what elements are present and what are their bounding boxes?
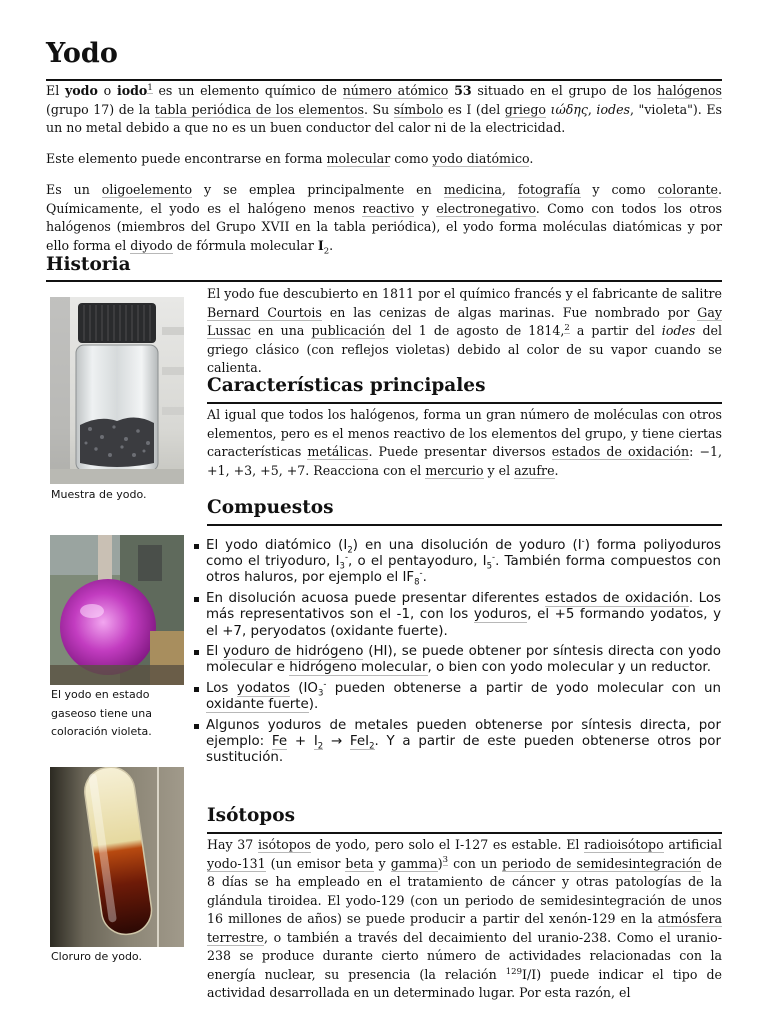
- intro-paragraph-1: El yodo o iodo$^1$ es un elemento químico de número atómico 53 situado en el grupo de los halógenos (grupo 17) de la tabla periódica de los elementos. Su símbolo es I (del griego ιώδης, iodes, "violeta"). Es un no metal debido a que no es un buen conductor del calor ni de la electricidad.: [46, 82, 722, 135]
- isotopos-rule: [207, 832, 722, 834]
- heading-isotopos: Isótopos: [207, 805, 295, 826]
- link-oligoelemento[interactable]: oligoelemento: [101, 182, 193, 197]
- caracteristicas-paragraph: Al igual que todos los halógenos, forma un gran número de moléculas con otros elementos, pero es el menos reactivo de los elementos del grupo, y tiene ciertas características metálicas. Puede presentar diversos estados de oxidación: −1, +1, +3, +5, +7. Reacciona con el mercurio y el azufre.: [207, 407, 722, 478]
- list-item: En disolución acuosa puede presentar diferentes estados de oxidación. Los más representativos son el -1, con los yoduros, el +5 formando yodatos, y el +7, peryodatos (oxidante fuerte).: [206, 591, 721, 639]
- italic-term: iodes: [596, 101, 631, 117]
- reference-link[interactable]: 1: [147, 82, 153, 93]
- link-estados-de-oxidacion[interactable]: estados de oxidación: [544, 591, 689, 607]
- link-griego[interactable]: griego: [504, 101, 546, 117]
- link-fe[interactable]: Fe: [271, 734, 288, 750]
- link-periodo-semidesintegracion[interactable]: periodo de semidesintegración: [502, 855, 702, 871]
- link-medicina[interactable]: medicina: [443, 182, 502, 197]
- link-halogenos[interactable]: halógenos: [657, 83, 722, 98]
- flask-illustration: [50, 535, 184, 685]
- historia-rule: [46, 280, 722, 282]
- link-fotografia[interactable]: fotografía: [517, 182, 581, 197]
- link-molecular[interactable]: molecular: [326, 151, 391, 166]
- link-radioisotopo[interactable]: radioisótopo: [584, 837, 664, 852]
- link-yodo-diatomico[interactable]: yodo diatómico: [432, 151, 530, 166]
- intro-paragraph-2: Este elemento puede encontrarse en forma molecular como yodo diatómico.: [46, 151, 534, 166]
- heading-historia: Historia: [46, 254, 131, 275]
- link-yodo-131[interactable]: yodo-131: [207, 855, 266, 871]
- compuestos-rule: [207, 524, 722, 526]
- bold-term: yodo: [64, 83, 98, 98]
- title-rule: [46, 79, 722, 81]
- page-title: Yodo: [46, 38, 118, 69]
- list-item: Los yodatos ($IO_3^-$ pueden obtenerse a partir de yodo molecular con un oxidante fuerte).: [206, 679, 721, 713]
- bold-term: iodo: [116, 83, 148, 98]
- list-item: El yodo diatómico $(I_2)$ en una disolución de yoduro (I-) forma poliyoduros como el triyoduro, $I_3^-$, o el pentayoduro, $I_5^-$. También forma compuestos con otros haluros, por ejemplo el $IF_8^-$.: [206, 536, 721, 589]
- link-beta[interactable]: beta: [345, 855, 374, 871]
- reference-link[interactable]: 3: [442, 855, 449, 866]
- link-electronegativo[interactable]: electronegativo: [436, 200, 536, 216]
- caption-figure-2: El yodo en estado gaseoso tiene una coloración violeta.: [51, 688, 152, 738]
- link-azufre[interactable]: azufre: [514, 462, 555, 478]
- historia-paragraph: El yodo fue descubierto en 1811 por el químico francés y el fabricante de salitre Bernard Courtois en las cenizas de algas marinas. Fue nombrado por Gay Lussac en una publicación del 1 de agosto de 1814,$^2$ a partir del iodes del griego clásico (con reflejos violetas) debido al color de su vapor cuando se calienta.: [207, 286, 722, 375]
- link-yoduros[interactable]: yoduros: [473, 607, 528, 623]
- link-publicacion[interactable]: publicación: [311, 323, 386, 338]
- iodine-sample-image[interactable]: [50, 297, 184, 484]
- link-yodatos[interactable]: yodatos: [236, 681, 290, 697]
- caracteristicas-rule: [207, 402, 722, 404]
- heading-compuestos: Compuestos: [207, 497, 334, 518]
- iodine-vapour-image[interactable]: [50, 535, 184, 685]
- link-bernard-courtois[interactable]: Bernard Courtois: [207, 304, 322, 320]
- link-atmosfera-terrestre[interactable]: atmósfera terrestre: [207, 911, 722, 945]
- link-yoduro-de-hidrogeno[interactable]: yoduro de hidrógeno: [223, 644, 364, 660]
- link-oxidante-fuerte[interactable]: oxidante fuerte: [206, 697, 309, 713]
- formula: I: [317, 237, 324, 253]
- atomic-number: 53: [454, 83, 472, 98]
- tube-illustration: [50, 767, 184, 947]
- iodine-chloride-image[interactable]: [50, 767, 184, 947]
- greek-word: ιώδης: [550, 101, 588, 117]
- link-hidrogeno-molecular[interactable]: hidrógeno molecular: [289, 660, 428, 676]
- compuestos-list: [206, 538, 721, 771]
- heading-caracteristicas: Características principales: [207, 375, 486, 396]
- link-isotopos[interactable]: isótopos: [257, 837, 311, 852]
- link-gamma[interactable]: gamma: [390, 855, 438, 871]
- link-tabla-periodica[interactable]: tabla periódica de los elementos: [154, 101, 364, 117]
- caption-figure-1: Muestra de yodo.: [51, 488, 147, 501]
- link-estados-de-oxidacion[interactable]: estados de oxidación: [551, 444, 690, 459]
- link-colorante[interactable]: colorante: [657, 182, 718, 197]
- link-numero-atomico[interactable]: número atómico: [342, 83, 449, 98]
- intro-paragraph-3: Es un oligoelemento y se emplea principalmente en medicina, fotografía y como colorante. Químicamente, el yodo es el halógeno menos reactivo y electronegativo. Como con todos los otros halógenos (miembros del Grupo XVII en la tabla periódica), el yodo forma moléculas diatómicas y por ello forma el diyodo de fórmula molecular $I_2$.: [46, 182, 723, 257]
- link-mercurio[interactable]: mercurio: [425, 462, 484, 478]
- list-item: Algunos yoduros de metales pueden obtenerse por síntesis directa, por ejemplo: $Fe + I_2 \to FeI_2$. Y a partir de este pueden obtenerse otros por sustitución.: [206, 718, 721, 766]
- link-reactivo[interactable]: reactivo: [362, 200, 415, 216]
- link-fei2[interactable]: FeI$_2$: [349, 734, 375, 752]
- isotopos-paragraph: Hay 37 isótopos de yodo, pero solo el I-127 es estable. El radioisótopo artificial yodo-131 (un emisor beta y gamma)$^3$ con un periodo de semidesintegración de 8 días se ha empleado en el tratamiento de cáncer y otras patologías de la glándula tiroidea. El yodo-129 (con un periodo de semidesintegración de unos 16 millones de años) se puede producir a partir del xenón-129 en la atmósfera terrestre, o también a través del decaimiento del uranio-238. Como el uranio-238 se produce durante cierto número de actividades relacionadas con la energía nuclear, su presencia (la relación $^{129}$I/I) puede indicar el tipo de actividad desarrollada en un determinado lugar. Por esta razón, el: [207, 837, 722, 1000]
- jar-illustration: [50, 297, 184, 484]
- link-diyodo[interactable]: diyodo: [130, 237, 173, 253]
- list-item: El yoduro de hidrógeno (HI), se puede obtener por síntesis directa con yodo molecular e hidrógeno molecular, o bien con yodo molecular y un reductor.: [206, 644, 721, 676]
- link-metalicas[interactable]: metálicas: [307, 444, 369, 459]
- link-simbolo[interactable]: símbolo: [393, 101, 444, 117]
- link-i2[interactable]: $I_2$: [313, 734, 324, 752]
- reference-link[interactable]: 2: [564, 322, 570, 333]
- link-gay-lussac[interactable]: Gay Lussac: [207, 304, 722, 338]
- caption-figure-3: Cloruro de yodo.: [51, 950, 142, 963]
